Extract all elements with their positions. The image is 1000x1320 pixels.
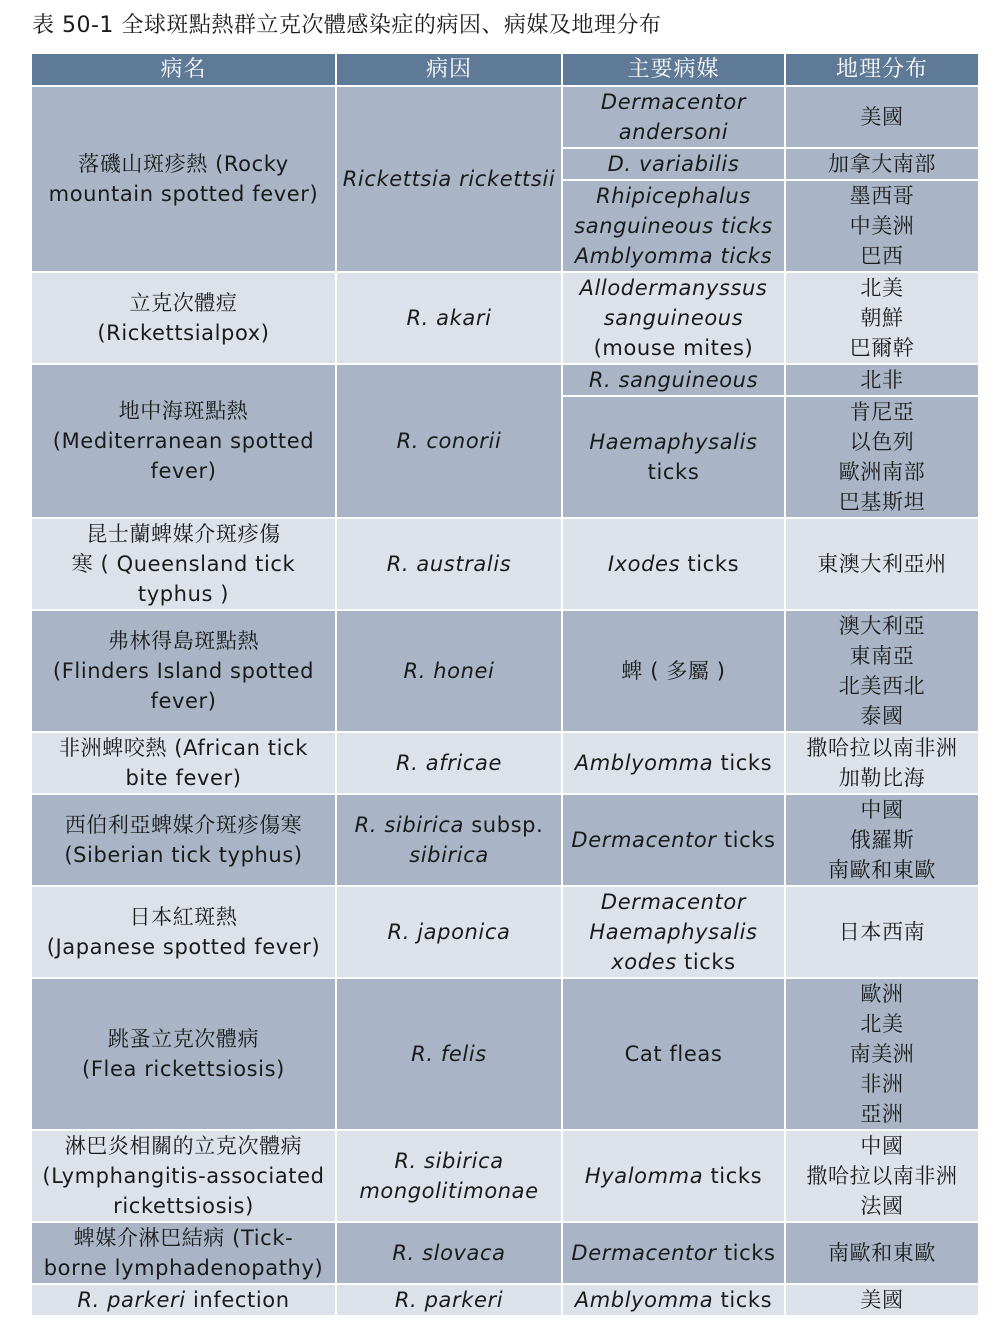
geography-cell: 東澳大利亞州 — [785, 518, 979, 610]
vector-cell: Hyalomma ticks — [562, 1130, 785, 1222]
disease-cell: 蜱媒介淋巴結病 (Tick- borne lymphadenopathy) — [31, 1222, 336, 1284]
table-row — [31, 1222, 979, 1284]
pathogen-cell: R. australis — [336, 518, 562, 610]
pathogen-cell: Rickettsia rickettsii — [336, 86, 562, 272]
pathogen-cell: R. sibirica subsp. sibirica — [336, 794, 562, 886]
disease-cell: 非洲蜱咬熱 (African tick bite fever) — [31, 732, 336, 794]
disease-cell: R. parkeri infection — [31, 1284, 336, 1316]
geography-cell: 澳大利亞 東南亞 北美西北 泰國 — [785, 610, 979, 732]
vector-cell: Ixodes ticks — [562, 518, 785, 610]
table-caption: 表 50-1 全球斑點熱群立克次體感染症的病因、病媒及地理分布 — [32, 13, 662, 38]
vector-cell: 蜱 ( 多屬 ) — [562, 610, 785, 732]
disease-cell: 地中海斑點熱 (Mediterranean spotted fever) — [31, 364, 336, 518]
geography-cell: 墨西哥 中美洲 巴西 — [785, 180, 979, 272]
pathogen-cell: R. sibirica mongolitimonae — [336, 1130, 562, 1222]
table-row — [31, 518, 979, 610]
vector-cell: Haemaphysalis ticks — [562, 396, 785, 518]
disease-cell: 淋巴炎相關的立克次體病 (Lymphangitis-associated rickettsiosis) — [31, 1130, 336, 1222]
geography-cell: 北美 朝鮮 巴爾幹 — [785, 272, 979, 364]
table-row — [31, 610, 979, 732]
geography-cell: 南歐和東歐 — [785, 1222, 979, 1284]
pathogen-cell: R. parkeri — [336, 1284, 562, 1316]
pathogen-cell: R. akari — [336, 272, 562, 364]
header-geography: 地理分布 — [785, 53, 979, 86]
disease-cell: 弗林得島斑點熱 (Flinders Island spotted fever) — [31, 610, 336, 732]
pathogen-cell: R. japonica — [336, 886, 562, 978]
vector-cell: R. sanguineous — [562, 364, 785, 396]
table-row — [31, 86, 979, 148]
header-pathogen: 病因 — [336, 53, 562, 86]
geography-cell: 加拿大南部 — [785, 148, 979, 180]
vector-cell: Dermacentor andersoni — [562, 86, 785, 148]
table-row — [31, 732, 979, 794]
table-row — [31, 1284, 979, 1316]
vector-cell: Cat fleas — [562, 978, 785, 1130]
vector-cell: Allodermanyssus sanguineous (mouse mites) — [562, 272, 785, 364]
header-disease: 病名 — [31, 53, 336, 86]
pathogen-cell: R. felis — [336, 978, 562, 1130]
table-row — [31, 794, 979, 886]
geography-cell: 美國 — [785, 86, 979, 148]
geography-cell: 肯尼亞 以色列 歐洲南部 巴基斯坦 — [785, 396, 979, 518]
disease-cell: 西伯利亞蜱媒介斑疹傷寒 (Siberian tick typhus) — [31, 794, 336, 886]
geography-cell: 美國 — [785, 1284, 979, 1316]
geography-cell: 中國 撒哈拉以南非洲 法國 — [785, 1130, 979, 1222]
geography-cell: 中國 俄羅斯 南歐和東歐 — [785, 794, 979, 886]
table-row — [31, 1130, 979, 1222]
vector-cell: Dermacentor ticks — [562, 794, 785, 886]
vector-cell: Dermacentor Haemaphysalis xodes ticks — [562, 886, 785, 978]
header-vector: 主要病媒 — [562, 53, 785, 86]
geography-cell: 日本西南 — [785, 886, 979, 978]
vector-cell: Dermacentor ticks — [562, 1222, 785, 1284]
disease-cell: 立克次體痘 (Rickettsialpox) — [31, 272, 336, 364]
pathogen-cell: R. conorii — [336, 364, 562, 518]
vector-cell: Amblyomma ticks — [562, 732, 785, 794]
disease-cell: 跳蚤立克次體病 (Flea rickettsiosis) — [31, 978, 336, 1130]
table-row — [31, 272, 979, 364]
table-row — [31, 978, 979, 1130]
table-row — [31, 886, 979, 978]
vector-cell: Rhipicephalus sanguineous ticks Amblyomma ticks — [562, 180, 785, 272]
pathogen-cell: R. honei — [336, 610, 562, 732]
pathogen-cell: R. africae — [336, 732, 562, 794]
disease-cell: 落磯山斑疹熱 (Rocky mountain spotted fever) — [31, 86, 336, 272]
vector-cell: Amblyomma ticks — [562, 1284, 785, 1316]
rickettsia-table — [30, 52, 980, 1317]
header-row — [31, 53, 979, 86]
pathogen-cell: R. slovaca — [336, 1222, 562, 1284]
disease-cell: 昆士蘭蜱媒介斑疹傷 寒 ( Queensland tick typhus ) — [31, 518, 336, 610]
vector-cell: D. variabilis — [562, 148, 785, 180]
geography-cell: 撒哈拉以南非洲 加勒比海 — [785, 732, 979, 794]
table-row — [31, 364, 979, 396]
disease-cell: 日本紅斑熱 (Japanese spotted fever) — [31, 886, 336, 978]
geography-cell: 歐洲 北美 南美洲 非洲 亞洲 — [785, 978, 979, 1130]
geography-cell: 北非 — [785, 364, 979, 396]
